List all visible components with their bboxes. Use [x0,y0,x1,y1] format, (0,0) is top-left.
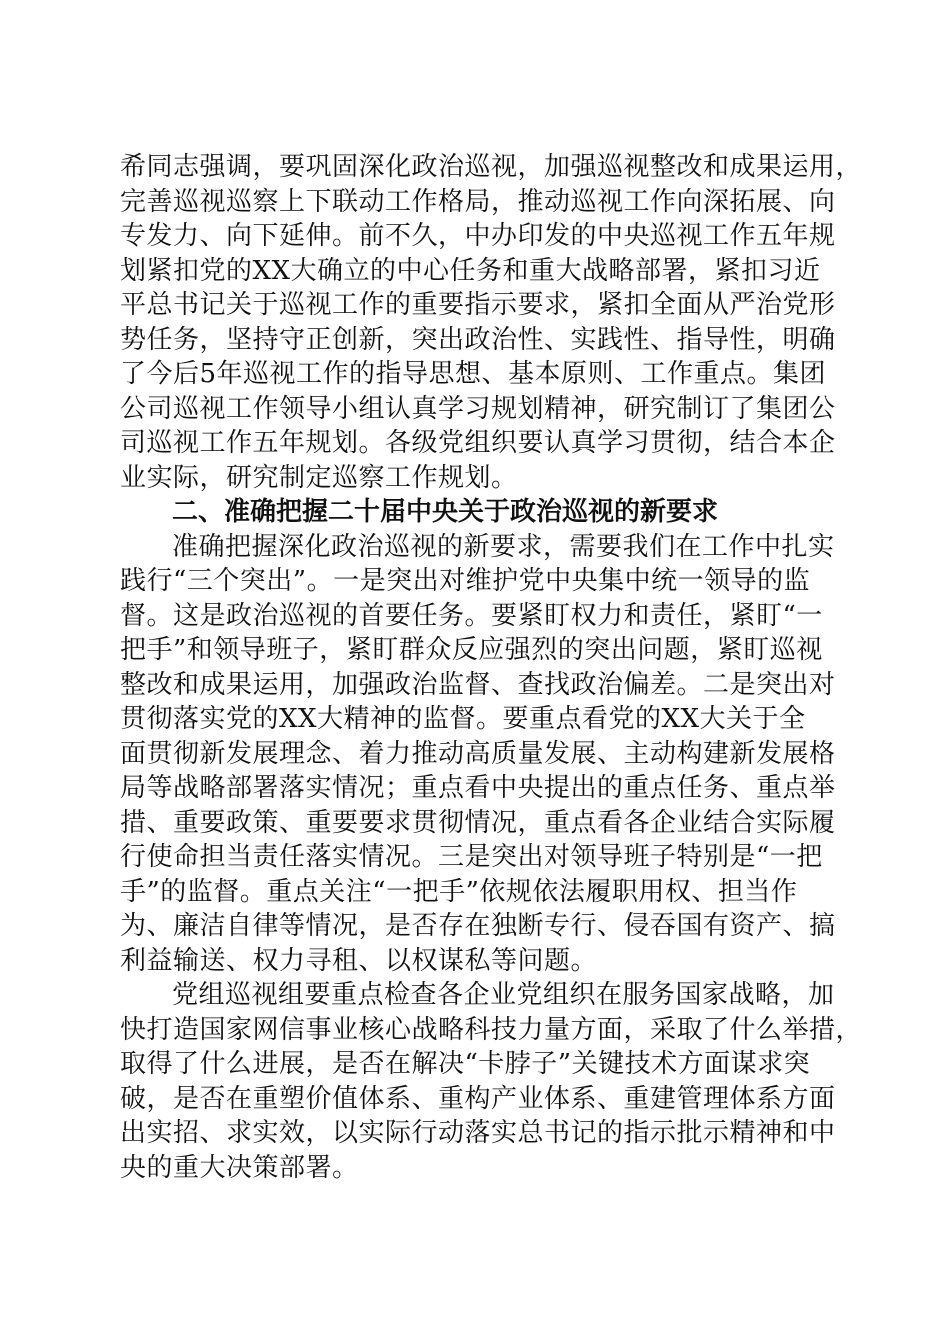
paragraph-3-line: 取得了什么进展，是否在解决“卡脖子”关键技术方面谋求突 [120,1049,811,1079]
paragraph-2-line: 局等战略部署落实情况；重点看中央提出的重点任务、重点举 [120,773,836,803]
paragraph-1-line: 了今后5年巡视工作的指导思想、基本原则、工作重点。集团 [120,359,827,389]
paragraph-3-line: 党组巡视组要重点检查各企业党组织在服务国家战略，加 [172,980,835,1010]
paragraph-3-line: 快打造国家网信事业核心战略科技力量方面，采取了什么举措， [120,1014,863,1045]
paragraph-3 [120,978,863,1185]
paragraph-1-line: 平总书记关于巡视工作的重要指示要求，紧扣全面从严治党形 [120,290,836,320]
paragraph-1-line: 划紧扣党的XX大确立的中心任务和重大战略部署，紧扣习近 [120,255,821,286]
paragraph-2-line: 准确把握深化政治巡视的新要求，需要我们在工作中扎实 [172,531,835,562]
paragraph-2-line: 手”的监督。重点关注“一把手”依规依法履职用权、担当作 [120,876,798,907]
paragraph-1-line: 公司巡视工作领导小组认真学习规划精神，研究制订了集团公 [120,393,836,424]
paragraph-3-line: 破，是否在重塑价值体系、重构产业体系、重建管理体系方面 [120,1083,836,1114]
paragraph-1-line: 完善巡视巡察上下联动工作格局，推动巡视工作向深拓展、向 [120,186,836,217]
paragraph-3-line: 央的重大决策部署。 [120,1152,359,1183]
paragraph-1-line: 专发力、向下延伸。前不久，中办印发的中央巡视工作五年规 [120,221,836,251]
paragraph-2-line: 行使命担当责任落实情况。三是突出对领导班子特别是“一把 [120,842,823,872]
paragraph-1 [120,150,863,495]
paragraph-1-line: 势任务，坚持守正创新，突出政治性、实践性、指导性，明确 [120,324,836,355]
paragraph-3-line: 出实招、求实效，以实际行动落实总书记的指示批示精神和中 [120,1118,836,1148]
paragraph-2-line: 为、廉洁自律等情况，是否存在独断专行、侵吞国有资产、搞 [120,911,836,941]
paragraph-2-line: 贯彻落实党的XX大精神的监督。要重点看党的XX大关于全 [120,704,806,734]
paragraph-2-line: 督。这是政治巡视的首要任务。要紧盯权力和责任，紧盯“一 [120,600,823,631]
paragraph-2 [120,530,835,979]
section-heading: 二、准确把握二十届中央关于政治巡视的新要求 [172,497,719,527]
paragraph-2-line: 措、重要政策、重要要求贯彻情况，重点看各企业结合实际履 [120,807,836,838]
paragraph-2-line: 利益输送、权力寻租、以权谋私等问题。 [120,945,598,976]
paragraph-2-line: 整改和成果运用，加强政治监督、查找政治偏差。二是突出对 [120,669,836,700]
paragraph-1-line: 业实际，研究制定巡察工作规划。 [120,462,518,493]
paragraph-2-line: 把手”和领导班子，紧盯群众反应强烈的突出问题，紧盯巡视 [120,635,823,665]
document-body [120,150,863,1185]
paragraph-1-line: 司巡视工作五年规划。各级党组织要认真学习贯彻，结合本企 [120,428,836,458]
paragraph-2-line: 面贯彻新发展理念、着力推动高质量发展、主动构建新发展格 [120,738,836,769]
paragraph-1-line: 希同志强调，要巩固深化政治巡视，加强巡视整改和成果运用， [120,152,863,182]
paragraph-2-line: 践行“三个突出”。一是突出对维护党中央集中统一领导的监 [120,566,811,596]
